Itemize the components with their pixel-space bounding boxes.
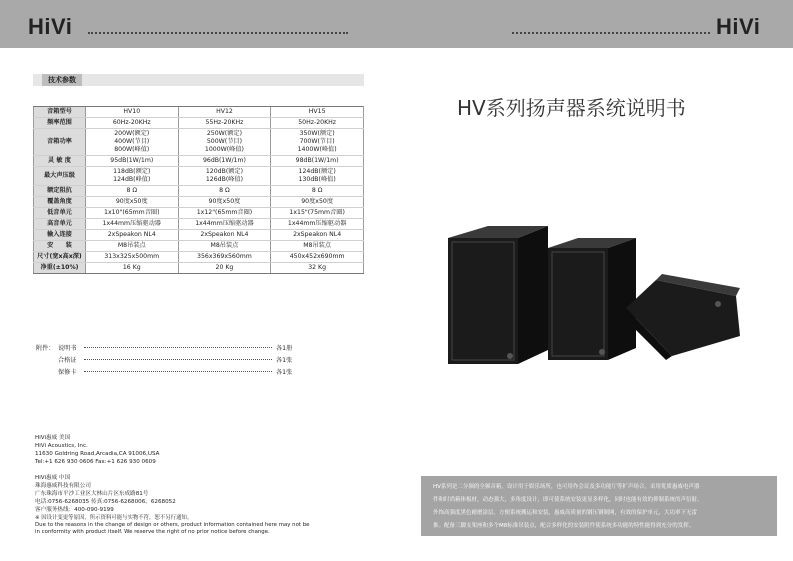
spec-label: 音箱型号 xyxy=(34,107,86,118)
accessories-prefix: 附件： xyxy=(36,345,55,352)
spec-value: 1x10"(65mm音圈) xyxy=(85,208,178,219)
accessory-count: 各1张 xyxy=(276,357,293,364)
accessory-name: 合格证 xyxy=(58,357,77,364)
spec-label: 输入连接 xyxy=(34,230,86,241)
description-line: HV系列是二分频的全频音箱，设计用于娱乐场所，也可用作会议及多功能厅等扩声场合。采用优质惠威电声器 xyxy=(433,484,700,490)
spec-value: 350W(额定) 700W(节目) 1400W(峰值) xyxy=(271,129,364,156)
spec-row xyxy=(34,252,364,263)
contact-usa-line: HiVi Acoustics, Inc. xyxy=(35,443,88,449)
spec-value: 356x369x560mm xyxy=(178,252,271,263)
spec-value: 2xSpeakon NL4 xyxy=(178,230,271,241)
spec-value: 2xSpeakon NL4 xyxy=(85,230,178,241)
spec-value: 124dB(额定) 130dB(峰值) xyxy=(271,167,364,186)
spec-label: 净重(±10%) xyxy=(34,263,86,274)
spec-value: M8吊装点 xyxy=(178,241,271,252)
spec-value: 60Hz-20KHz xyxy=(85,118,178,129)
header-band xyxy=(0,0,793,48)
spec-label: 尺寸(宽x高x深) xyxy=(34,252,86,263)
spec-value: 1x44mm压缩驱动器 xyxy=(178,219,271,230)
spec-row xyxy=(34,263,364,274)
description-line: 外饰高强度黑色耐磨涂层，方便系统搬运和安装，惠威高质量的钢压钢制网，有效的保护单元，大功率下无雷 xyxy=(433,510,698,516)
spec-row xyxy=(34,219,364,230)
contact-china-line: 珠海惠威科技有限公司 xyxy=(35,483,91,489)
spec-value: HV12 xyxy=(178,107,271,118)
speaker-product-photo xyxy=(440,218,760,368)
notice-line: ※ 因设计变更等原因，所示资料可能与实物不符，恕不另行通知。 xyxy=(35,515,193,521)
specs-section-label: 技术参数 xyxy=(42,74,82,86)
spec-label: 低音单元 xyxy=(34,208,86,219)
spec-value: 98dB(1W/1m) xyxy=(271,156,364,167)
spec-label: 安 装 xyxy=(34,241,86,252)
page-title: HV系列扬声器系统说明书 xyxy=(457,96,686,120)
spec-row xyxy=(34,107,364,118)
spec-label: 额定阻抗 xyxy=(34,186,86,197)
spec-value: 90度x50度 xyxy=(178,197,271,208)
spec-value: 55Hz-20KHz xyxy=(178,118,271,129)
spec-value: 20 Kg xyxy=(178,263,271,274)
spec-value: 313x325x500mm xyxy=(85,252,178,263)
spec-row xyxy=(34,208,364,219)
spec-row xyxy=(34,186,364,197)
notice-line: Due to the reasons in the change of design or others, product information contained here may not be xyxy=(35,522,310,528)
spec-value: 90度x50度 xyxy=(85,197,178,208)
spec-row xyxy=(34,118,364,129)
spec-value: 8 Ω xyxy=(271,186,364,197)
contact-china-line: HiVi惠威 中国 xyxy=(35,475,71,481)
accessory-count: 各1张 xyxy=(276,369,293,376)
spec-value: 50Hz-20KHz xyxy=(271,118,364,129)
hivi-logo-left: HiVi xyxy=(28,14,73,39)
spec-label: 高音单元 xyxy=(34,219,86,230)
accessory-count: 各1册 xyxy=(276,345,293,352)
contact-china-line: 广东珠海市平沙工业区大林山片区东成路81号 xyxy=(35,491,149,497)
spec-label: 音箱功率 xyxy=(34,129,86,156)
spec-label: 灵 敏 度 xyxy=(34,156,86,167)
spec-value: M8吊装点 xyxy=(85,241,178,252)
speaker-hv10-monitor xyxy=(620,274,740,360)
spec-value: M8吊装点 xyxy=(271,241,364,252)
spec-value: 96dB(1W/1m) xyxy=(178,156,271,167)
spec-value: HV10 xyxy=(85,107,178,118)
spec-row xyxy=(34,167,364,186)
spec-value: 1x12"(65mm音圈) xyxy=(178,208,271,219)
change-notice xyxy=(35,515,309,536)
contact-china-line: 客户服务热线：400-090-9199 xyxy=(35,507,114,513)
contact-china-line: 电话:0756-6268035 传真:0756-6268006、6268052 xyxy=(35,499,176,505)
spec-value: 1x44mm压缩驱动器 xyxy=(271,219,364,230)
description-line: 件和时尚箱体板材，动态强大，多角度设计，即可使系统安装更显多样化，同时也能有效的抑制系统的声衍射。 xyxy=(433,497,703,503)
accessory-name: 保修卡 xyxy=(58,369,77,376)
spec-value: 450x452x690mm xyxy=(271,252,364,263)
spec-value: 200W(额定) 400W(节目) 800W(峰值) xyxy=(85,129,178,156)
contact-usa-line: Tel:+1 626 930 0606 Fax:+1 626 930 0609 xyxy=(35,459,156,465)
spec-row xyxy=(34,230,364,241)
notice-line: in conformity with product itself. We reserve the right of no prior notice before change. xyxy=(35,529,270,535)
spec-row xyxy=(34,129,364,156)
spec-row xyxy=(34,197,364,208)
spec-value: 118dB(额定) 124dB(峰值) xyxy=(85,167,178,186)
spec-label: 覆盖角度 xyxy=(34,197,86,208)
spec-row xyxy=(34,156,364,167)
hivi-logo-right: HiVi xyxy=(716,14,761,39)
contact-usa-line: 11630 Goldring Road,Arcadia,CA 91006,USA xyxy=(35,451,160,457)
speaker-hv15-cabinet xyxy=(448,226,548,364)
spec-value: 32 Kg xyxy=(271,263,364,274)
contact-china xyxy=(35,474,176,514)
spec-value: 95dB(1W/1m) xyxy=(85,156,178,167)
spec-value: 8 Ω xyxy=(85,186,178,197)
spec-value: 8 Ω xyxy=(178,186,271,197)
spec-row xyxy=(34,241,364,252)
spec-value: HV15 xyxy=(271,107,364,118)
spec-value: 1x44mm压缩驱动器 xyxy=(85,219,178,230)
spec-value: 1x15"(75mm音圈) xyxy=(271,208,364,219)
header-dotted-rule-left xyxy=(88,32,348,34)
spec-value: 2xSpeakon NL4 xyxy=(271,230,364,241)
header-dotted-rule-right xyxy=(512,32,710,34)
specs-table xyxy=(33,106,364,274)
spec-value: 16 Kg xyxy=(85,263,178,274)
accessory-name: 说明书 xyxy=(58,345,77,352)
contact-usa-line: HiVi惠威 美国 xyxy=(35,435,71,441)
spec-value: 90度x50度 xyxy=(271,197,364,208)
spec-label: 最大声压级 xyxy=(34,167,86,186)
spec-value: 120dB(额定) 126dB(峰值) xyxy=(178,167,271,186)
spec-value: 250W(额定) 500W(节目) 1000W(峰值) xyxy=(178,129,271,156)
specs-section-bar xyxy=(33,74,364,86)
contact-usa xyxy=(35,434,159,466)
spec-label: 频率范围 xyxy=(34,118,86,129)
description-line: 推。配备三脚支架座和多个M8标准吊装点，配合多样化的安装附件使系统多功能的特性能得到充分的发挥。 xyxy=(433,523,695,529)
speaker-hv12-cabinet xyxy=(548,238,636,360)
